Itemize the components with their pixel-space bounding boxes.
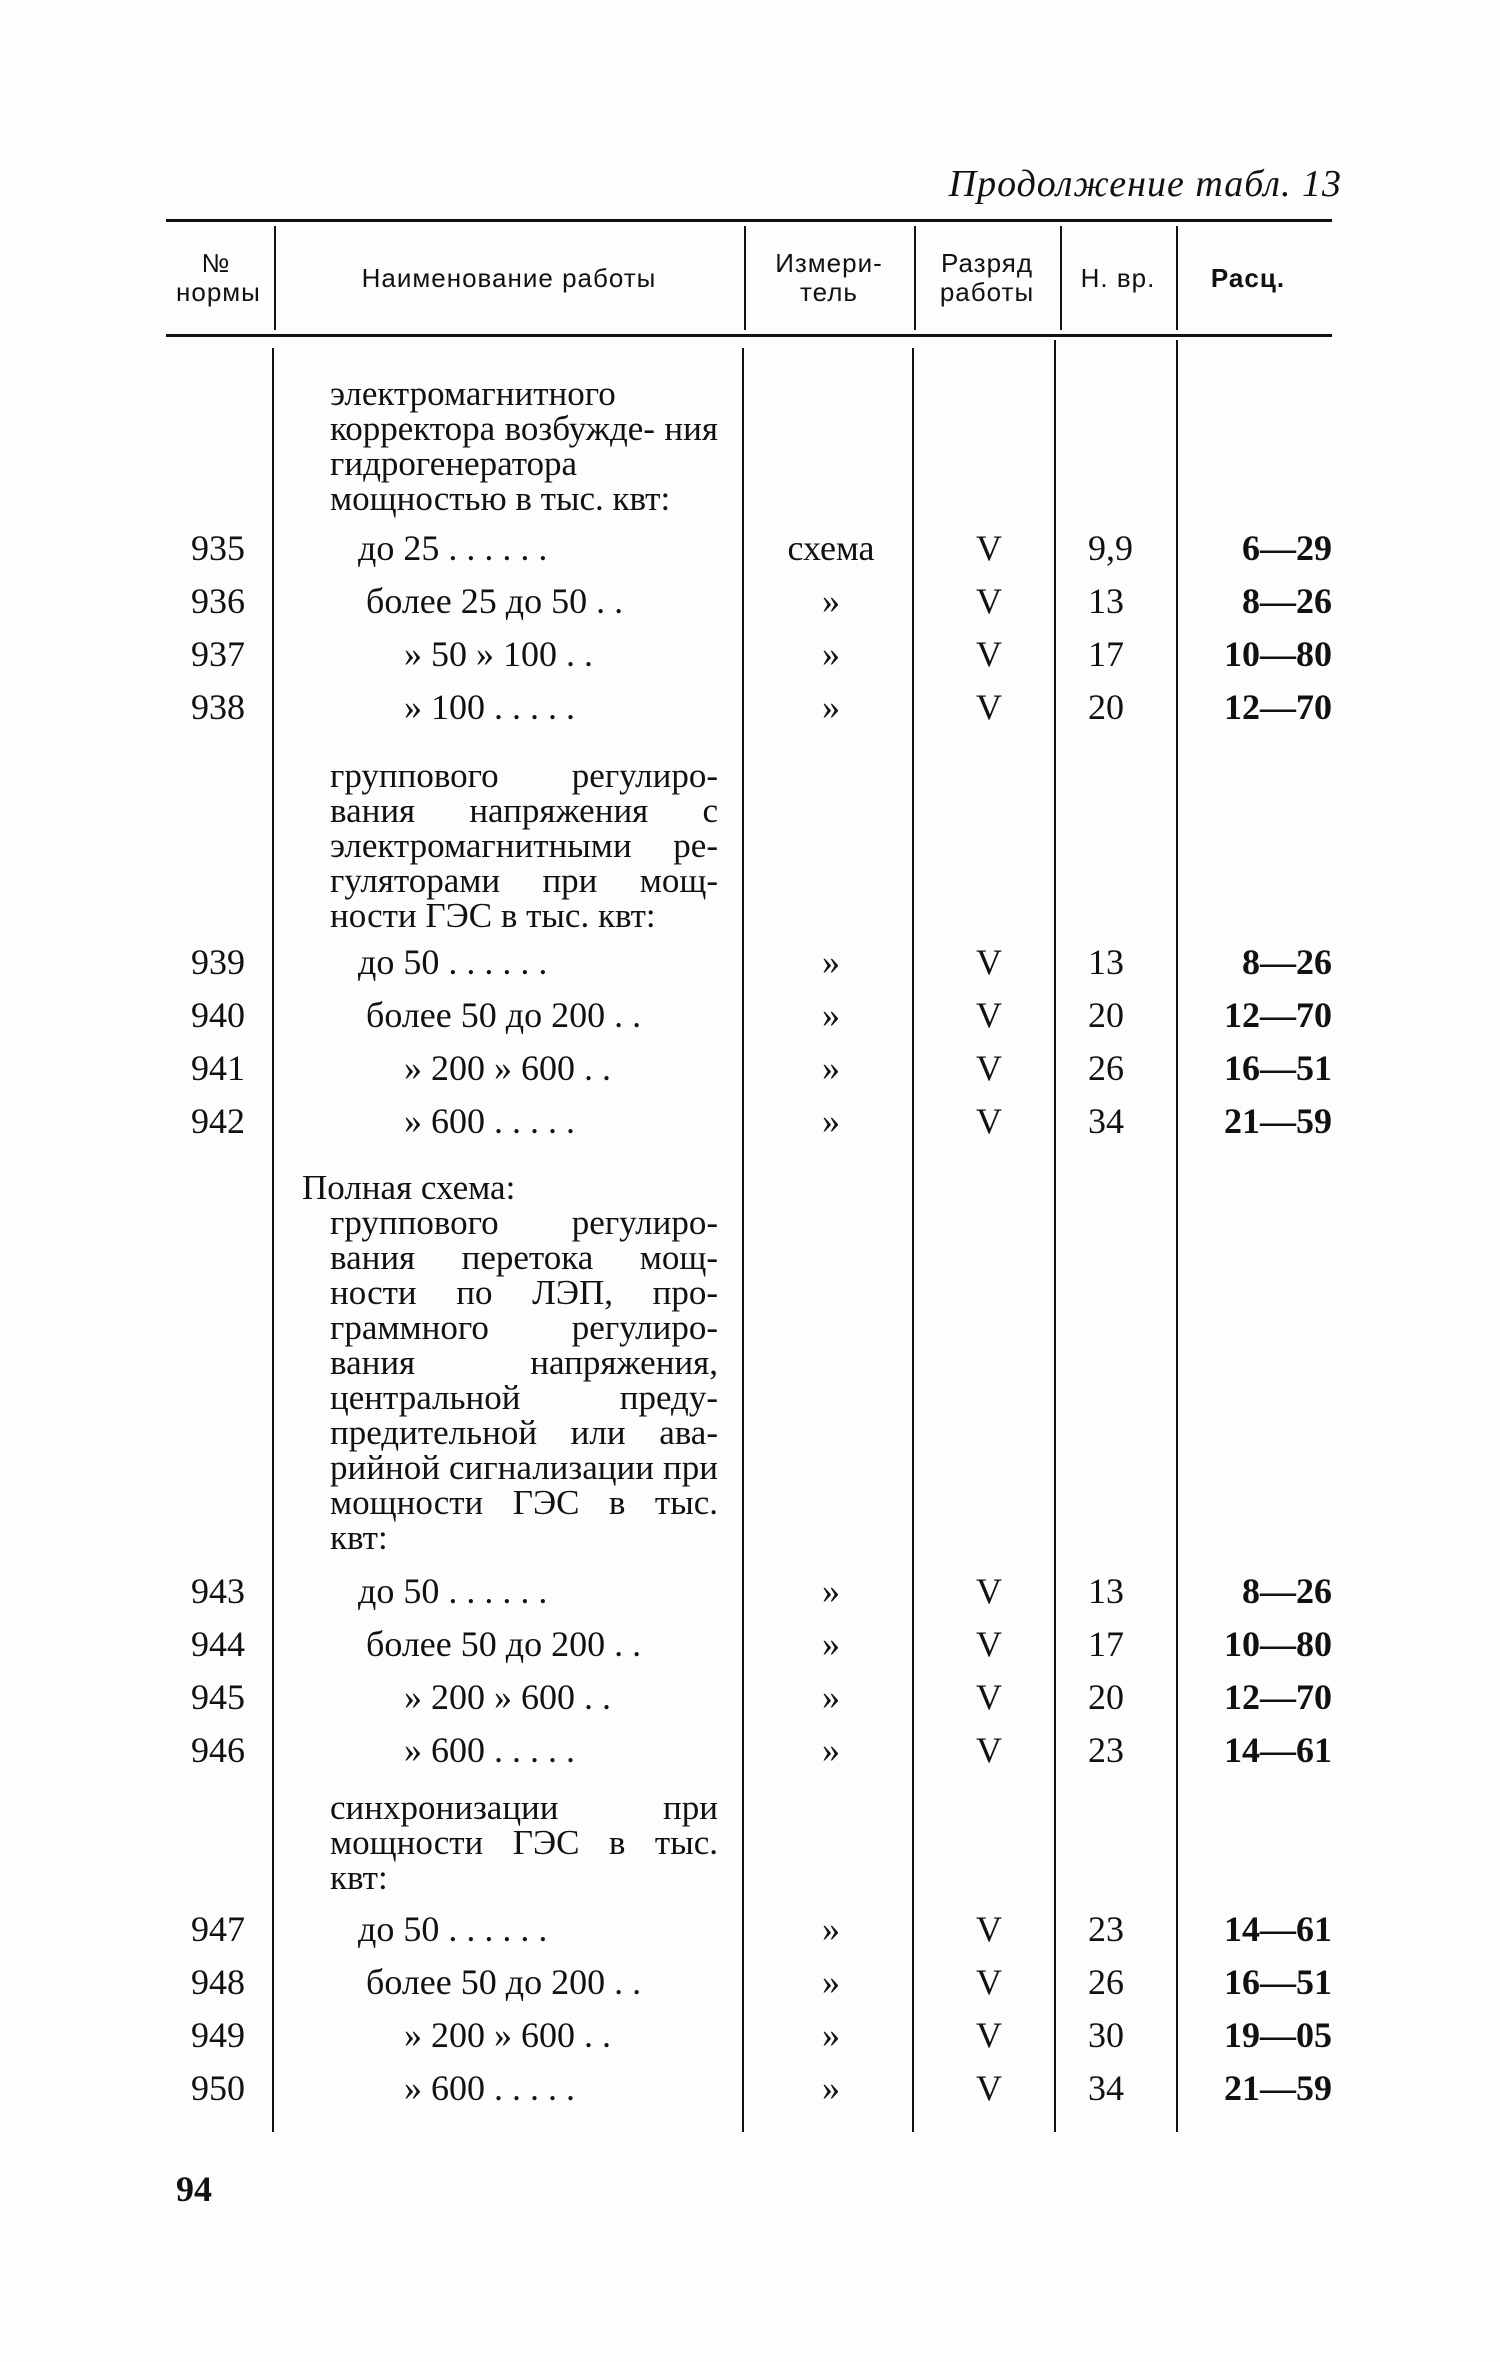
- table-row: [0, 1565, 1500, 1617]
- row-grade: V: [976, 687, 1002, 727]
- row-grade: V: [976, 1677, 1002, 1717]
- row-unit: схема: [787, 528, 875, 568]
- header-unit: Измери- тель: [775, 248, 883, 307]
- row-number: 941: [191, 1048, 245, 1088]
- row-rate: 10—80: [1224, 1624, 1332, 1664]
- row-label: до 50 . . . . . .: [358, 1909, 548, 1949]
- row-hours: 23: [1088, 1909, 1124, 1949]
- row-unit: »: [822, 687, 840, 727]
- row-label: до 50 . . . . . .: [358, 1571, 548, 1611]
- row-number: 950: [191, 2068, 245, 2108]
- row-unit: »: [822, 2015, 840, 2055]
- row-number: 937: [191, 634, 245, 674]
- row-grade: V: [976, 942, 1002, 982]
- table-row: [0, 1618, 1500, 1670]
- row-unit: »: [822, 1962, 840, 2002]
- row-number: 945: [191, 1677, 245, 1717]
- row-rate: 6—29: [1242, 528, 1332, 568]
- row-rate: 21—59: [1224, 1101, 1332, 1141]
- row-number: 946: [191, 1730, 245, 1770]
- row-number: 935: [191, 528, 245, 568]
- row-hours: 26: [1088, 1048, 1124, 1088]
- row-rate: 12—70: [1224, 1677, 1332, 1717]
- row-hours: 20: [1088, 687, 1124, 727]
- table-row: [0, 1095, 1500, 1147]
- page-number: 94: [176, 2169, 212, 2209]
- row-label: до 25 . . . . . .: [358, 528, 548, 568]
- row-rate: 8—26: [1242, 942, 1332, 982]
- row-hours: 17: [1088, 634, 1124, 674]
- row-number: 944: [191, 1624, 245, 1664]
- row-unit: »: [822, 942, 840, 982]
- section-description: группового регулиро- вания напряжения с электромагнитными ре- гуляторами при мощ- ности ГЭС в тыс. квт:: [330, 756, 718, 935]
- row-hours: 34: [1088, 1101, 1124, 1141]
- row-unit: »: [822, 581, 840, 621]
- row-hours: 20: [1088, 995, 1124, 1035]
- row-rate: 16—51: [1224, 1048, 1332, 1088]
- row-number: 942: [191, 1101, 245, 1141]
- row-hours: 9,9: [1088, 528, 1133, 568]
- table-row: [0, 1956, 1500, 2008]
- header-num: № нормы: [176, 248, 261, 307]
- row-rate: 8—26: [1242, 581, 1332, 621]
- row-grade: V: [976, 1909, 1002, 1949]
- header-grade: Разряд работы: [939, 248, 1035, 307]
- row-rate: 14—61: [1224, 1909, 1332, 1949]
- table-row: [0, 1042, 1500, 1094]
- row-label: » 600 . . . . .: [404, 2068, 575, 2108]
- row-grade: V: [976, 1101, 1002, 1141]
- row-unit: »: [822, 634, 840, 674]
- section-description: группового регулиро- вания перетока мощ- ности по ЛЭП, про- граммного регулиро- вания напряжения, центральной преду- предительной или ава- рийной сигнализации при мощности ГЭС в тыс. квт:: [330, 1203, 718, 1557]
- row-grade: V: [976, 1624, 1002, 1664]
- row-hours: 20: [1088, 1677, 1124, 1717]
- row-number: 940: [191, 995, 245, 1035]
- row-label: более 50 до 200 . .: [366, 1962, 642, 2002]
- row-unit: »: [822, 995, 840, 1035]
- row-rate: 8—26: [1242, 1571, 1332, 1611]
- row-rate: 16—51: [1224, 1962, 1332, 2002]
- row-unit: »: [822, 1730, 840, 1770]
- header-bottom-rule: [166, 334, 1332, 337]
- row-grade: V: [976, 1571, 1002, 1611]
- row-unit: »: [822, 1909, 840, 1949]
- table-row: [0, 936, 1500, 988]
- row-number: 947: [191, 1909, 245, 1949]
- header-rate: Расц.: [1210, 262, 1286, 293]
- row-label: » 100 . . . . .: [404, 687, 575, 727]
- row-grade: V: [976, 634, 1002, 674]
- row-unit: »: [822, 1101, 840, 1141]
- table-row: [0, 1903, 1500, 1955]
- table-row: [0, 2062, 1500, 2114]
- header-name: Наименование работы: [361, 262, 657, 293]
- row-unit: »: [822, 1677, 840, 1717]
- row-hours: 17: [1088, 1624, 1124, 1664]
- row-label: » 50 » 100 . .: [404, 634, 593, 674]
- row-label: » 200 » 600 . .: [404, 1048, 611, 1088]
- row-unit: »: [822, 1048, 840, 1088]
- row-number: 936: [191, 581, 245, 621]
- row-hours: 13: [1088, 1571, 1124, 1611]
- row-hours: 23: [1088, 1730, 1124, 1770]
- row-label: более 50 до 200 . .: [366, 1624, 642, 1664]
- row-unit: »: [822, 1571, 840, 1611]
- row-hours: 30: [1088, 2015, 1124, 2055]
- row-grade: V: [976, 1962, 1002, 2002]
- table-row: [0, 522, 1500, 574]
- row-rate: 12—70: [1224, 995, 1332, 1035]
- row-unit: »: [822, 2068, 840, 2108]
- row-number: 949: [191, 2015, 245, 2055]
- row-label: более 50 до 200 . .: [366, 995, 642, 1035]
- row-rate: 19—05: [1224, 2015, 1332, 2055]
- header-hours: Н. вр.: [1080, 262, 1156, 293]
- row-label: » 200 » 600 . .: [404, 2015, 611, 2055]
- caption: Продолжение табл. 13: [948, 163, 1342, 205]
- row-rate: 12—70: [1224, 687, 1332, 727]
- row-grade: V: [976, 2068, 1002, 2108]
- section-description: синхронизации при мощности ГЭС в тыс. квт:: [330, 1788, 718, 1897]
- table-row: [0, 1671, 1500, 1723]
- row-number: 943: [191, 1571, 245, 1611]
- table-row: [0, 2009, 1500, 2061]
- row-grade: V: [976, 1048, 1002, 1088]
- row-hours: 13: [1088, 581, 1124, 621]
- row-label: более 25 до 50 . .: [366, 581, 624, 621]
- row-grade: V: [976, 1730, 1002, 1770]
- row-label: до 50 . . . . . .: [358, 942, 548, 982]
- table-row: [0, 628, 1500, 680]
- row-grade: V: [976, 581, 1002, 621]
- row-label: » 600 . . . . .: [404, 1101, 575, 1141]
- row-rate: 21—59: [1224, 2068, 1332, 2108]
- row-rate: 14—61: [1224, 1730, 1332, 1770]
- table-row: [0, 575, 1500, 627]
- section-title: Полная схема:: [302, 1168, 516, 1207]
- row-grade: V: [976, 2015, 1002, 2055]
- table-row: [0, 681, 1500, 733]
- row-hours: 13: [1088, 942, 1124, 982]
- row-hours: 26: [1088, 1962, 1124, 2002]
- row-unit: »: [822, 1624, 840, 1664]
- row-label: » 200 » 600 . .: [404, 1677, 611, 1717]
- row-grade: V: [976, 528, 1002, 568]
- row-grade: V: [976, 995, 1002, 1035]
- row-hours: 34: [1088, 2068, 1124, 2108]
- row-label: » 600 . . . . .: [404, 1730, 575, 1770]
- row-number: 938: [191, 687, 245, 727]
- table-row: [0, 989, 1500, 1041]
- row-rate: 10—80: [1224, 634, 1332, 674]
- row-number: 948: [191, 1962, 245, 2002]
- row-number: 939: [191, 942, 245, 982]
- section-description: электромагнитного корректора возбужде- ния гидрогенератора мощностью в тыс. квт:: [330, 374, 718, 518]
- table-row: [0, 1724, 1500, 1776]
